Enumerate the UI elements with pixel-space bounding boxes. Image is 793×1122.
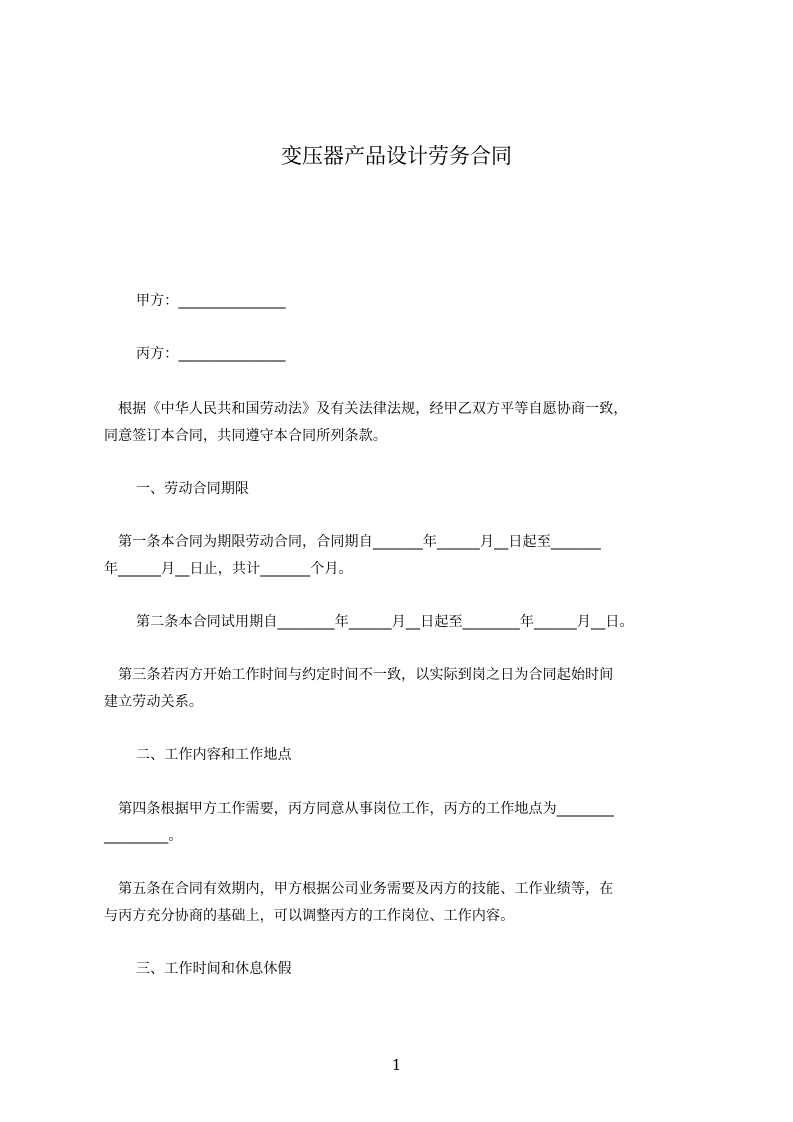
section-1-heading: 一、劳动合同期限 bbox=[136, 481, 250, 497]
article-5-line-1: 第五条在合同有效期内，甲方根据公司业务需要及丙方的技能、工作业绩等，在 bbox=[104, 881, 614, 897]
article-5-line-2: 与丙方充分协商的基础上，可以调整丙方的工作岗位、工作内容。 bbox=[104, 908, 515, 924]
party-a-line: 甲方：_______________ bbox=[136, 293, 286, 309]
article-1-line-1: 第一条本合同为期限劳动合同，合同期自_______年______月__日起至_______ bbox=[104, 534, 601, 550]
article-3-line-2: 建立劳动关系。 bbox=[104, 694, 204, 710]
intro-paragraph-line-2: 同意签订本合同，共同遵守本合同所列条款。 bbox=[104, 428, 387, 444]
section-2-heading: 二、工作内容和工作地点 bbox=[136, 747, 292, 763]
party-c-line: 丙方：_______________ bbox=[136, 346, 286, 362]
document-title: 变压器产品设计劳务合同 bbox=[281, 144, 512, 168]
article-4-line-1: 第四条根据甲方工作需要，丙方同意从事岗位工作，丙方的工作地点为________ bbox=[104, 801, 614, 817]
article-1-line-2: 年______月__日止，共计_______个月。 bbox=[104, 561, 353, 577]
article-3-line-1: 第三条若丙方开始工作时间与约定时间不一致，以实际到岗之日为合同起始时间 bbox=[104, 667, 614, 683]
intro-paragraph-line-1: 根据《中华人民共和国劳动法》及有关法律法规，经甲乙双方平等自愿协商一致， bbox=[104, 401, 628, 417]
article-2-line: 第二条本合同试用期自________年______月__日起至________年______月__日。 bbox=[136, 614, 634, 630]
article-4-line-2: _________。 bbox=[104, 828, 183, 844]
section-3-heading: 三、工作时间和休息休假 bbox=[136, 961, 292, 977]
page-number: 1 bbox=[391, 1056, 402, 1074]
